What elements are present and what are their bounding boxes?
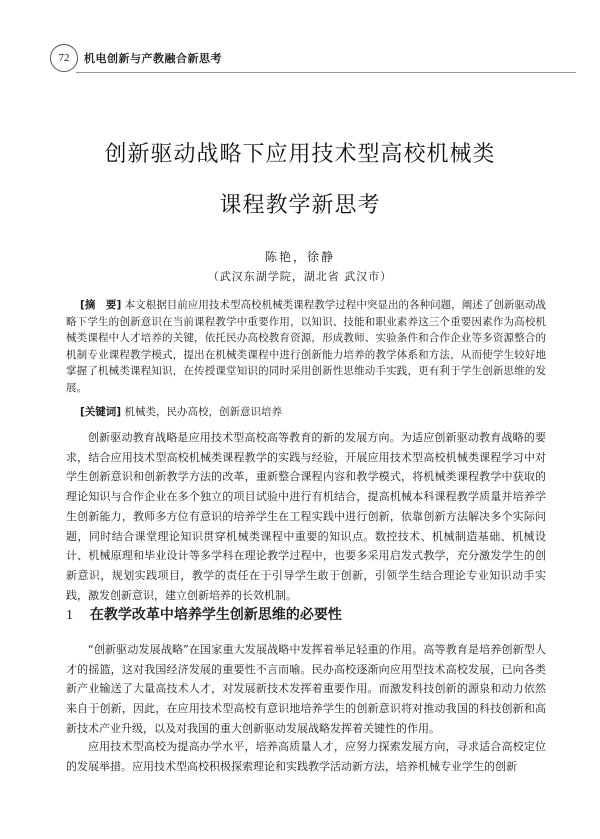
abstract-label: [摘 要]	[80, 299, 122, 311]
authors: 陈艳，徐静	[264, 250, 335, 264]
article-title-line-2: 课程教学新思考	[219, 193, 381, 218]
keywords	[80, 404, 546, 420]
page-number-badge: 72	[50, 44, 78, 72]
page-header	[36, 44, 566, 74]
section-1-paragraph-2: 应用技术型高校为提高办学水平，培养高质量人才，应努力探索发展方向，寻求适合高校定位的发展举措。应用技术型高校积极探索理论和实践教学活动新方法，培养机械专业学生的创新	[66, 740, 546, 773]
section-1-heading	[66, 604, 546, 624]
section-1-title: 在教学改革中培养学生创新思维的必要性	[89, 607, 342, 623]
abstract	[66, 297, 546, 396]
keywords-text: 机械类，民办高校，创新意识培养	[124, 406, 282, 418]
section-1-number: 1	[66, 608, 73, 623]
intro-paragraph: 创新驱动教育战略是应用技术型高校高等教育的新的发展方向。为适应创新驱动教育战略的要求，结合应用技术型高校机械类课程教学的实践与经验，开展应用技术型高校机械类课程学习中对学生创新意识和创新教学方法的改革，重新整合课程内容和教学模式，将机械类课程教学中获取的理论知识与合作企业在多个独立的项目试验中进行有机结合，提高机械本科课程教学质量并培养学生创新能力，教师多方位有意识的培养学生在工程实践中进行创新，依靠创新方法解决多个实际问题，同时结合课堂理论知识贯穿机械类课程中重要的知识点。数控技术、机械制造基础、机械设计、机械原理和毕业设计等多学科在理论教学过程中，也要多采用启发式教学，充分激发学生的创新意识，规划实践项目，教学的责任在于引导学生敢于创新，引领学生结合理论专业知识动手实践，激发创新意识，建立创新培养的长效机制。	[66, 431, 546, 602]
abstract-text: 本文根据目前应用技术型高校机械类课程教学过程中突显出的各种问题，阐述了创新驱动战略下学生的创新意识在当前课程教学中重要作用，以知识、技能和职业素养这三个重要因素作为高校机械类课程中人才培养的关键，依托民办高校教育资源，形成教师、实验条件和合作企业等多资源整合的机制专业课程教学模式，提出在机械类课程中进行创新能力培养的教学体系和方法，从而使学生较好地掌握了机械类课程知识，在传授课堂知识的同时采用创新性思维动手实践，更有利于学生创新思维的发展。	[66, 299, 546, 394]
running-head: 机电创新与产教融合新思考	[84, 52, 222, 65]
keywords-label: [关键词]	[80, 406, 122, 418]
section-1-paragraph-1: “创新驱动发展战略”在国家重大发展战略中发挥着举足轻重的作用。高等教育是培养创新型人才的摇篮，这对我国经济发展的重要性不言而喻。民办高校逐渐向应用型技术高校发展，已向各类新产业输送了大量高技术人才，对发展新技术发挥着重要作用。而激发科技创新的源泉和动力依然来自于创新，因此，在应用技术型高校有意识地培养学生的创新意识将对推动我国的科技创新和高新技术产业升级，以及对我国的重大创新驱动发展战略发挥着关键性的作用。	[66, 643, 546, 735]
article-title-line-1: 创新驱动战略下应用技术型高校机械类	[104, 142, 496, 167]
header-divider	[76, 72, 576, 73]
affiliation: （武汉东湖学院，湖北省 武汉市）	[207, 270, 393, 283]
